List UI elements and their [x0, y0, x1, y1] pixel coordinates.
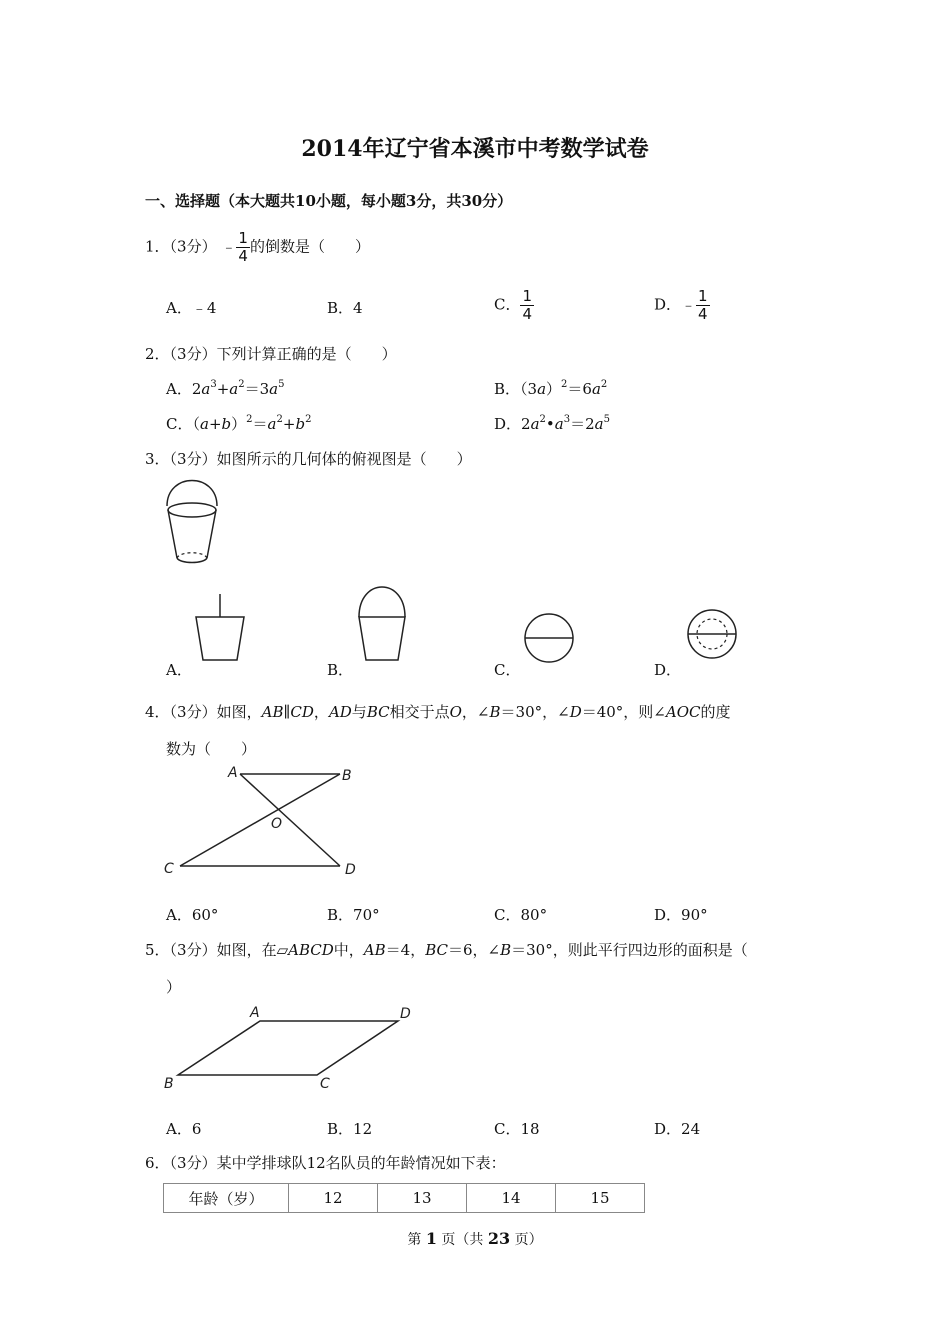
- point-label-d: D: [345, 862, 356, 878]
- question-3: 3．（3分）如图所示的几何体的俯视图是（ ）: [145, 450, 472, 468]
- option-d[interactable]: D．: [654, 661, 682, 679]
- point-label-a: A: [250, 1005, 260, 1021]
- option-a-figure: [190, 590, 250, 665]
- age-table: [163, 1183, 645, 1213]
- option-d[interactable]: D．﹣ $\frac{1}{4}$: [654, 287, 708, 323]
- question-number: 1．: [145, 237, 170, 256]
- table-cell: 15: [556, 1184, 645, 1213]
- table-header-cell: 年龄（岁）: [164, 1184, 289, 1213]
- option-c[interactable]: C．18: [494, 1120, 540, 1138]
- bucket-solid-figure: [160, 478, 230, 568]
- option-a[interactable]: A．: [166, 661, 192, 679]
- option-d[interactable]: D．90°: [654, 906, 708, 924]
- question-1: [145, 230, 370, 265]
- page-number: 1: [425, 1229, 437, 1248]
- page-title: 2014年辽宁省本溪市中考数学试卷: [301, 136, 649, 162]
- figure-q5: [160, 1000, 430, 1095]
- option-b-figure: [352, 585, 412, 665]
- page-total: 23: [487, 1229, 511, 1248]
- page-footer: 第 1 页（共 23 页）: [407, 1229, 543, 1248]
- option-a[interactable]: A．﹣4: [166, 299, 217, 317]
- question-4: 4．（3分）如图，AB∥CD，AD与BC相交于点O，∠B＝30°，∠D＝40°，则∠AOC的度: [145, 703, 731, 721]
- option-b[interactable]: B．$(3a)^2=6a^2$: [494, 379, 608, 398]
- point-label-b: B: [164, 1076, 174, 1092]
- table-row: [164, 1184, 645, 1213]
- option-b[interactable]: B．4: [327, 299, 363, 317]
- minus-sign: ﹣: [221, 237, 237, 256]
- option-a[interactable]: A．$2a^3+a^2=3a^5$: [166, 379, 285, 398]
- point-label-c: C: [164, 861, 174, 877]
- option-b[interactable]: B．12: [327, 1120, 373, 1138]
- option-d[interactable]: D．$2a^2•a^3=2a^5$: [494, 414, 610, 433]
- question-text: 的倒数是（ ）: [249, 237, 370, 256]
- option-d[interactable]: D．24: [654, 1120, 701, 1138]
- option-b[interactable]: B．70°: [327, 906, 380, 924]
- table-cell: 12: [289, 1184, 378, 1213]
- question-score: （3分）: [169, 237, 217, 256]
- option-c[interactable]: C．: [494, 661, 521, 679]
- point-label-a: A: [228, 765, 238, 781]
- option-c[interactable]: C． $\frac{1}{4}$: [494, 287, 533, 323]
- option-b[interactable]: B．: [327, 661, 354, 679]
- table-cell: 13: [378, 1184, 467, 1213]
- option-c-figure: [520, 610, 580, 665]
- table-cell: 14: [467, 1184, 556, 1213]
- option-c[interactable]: C．$(a+b)^2=a^2+b^2$: [166, 414, 312, 433]
- point-label-b: B: [342, 768, 352, 784]
- question-5: 5．（3分）如图，在▱ABCD中，AB＝4，BC＝6，∠B＝30°，则此平行四边形的面积是（: [145, 941, 748, 959]
- point-label-c: C: [320, 1076, 330, 1092]
- question-5-line2: ）: [166, 978, 182, 996]
- section-heading: 一、选择题（本大题共10小题，每小题3分，共30分）: [145, 192, 513, 210]
- question-4-line2: 数为（ ）: [166, 740, 257, 758]
- option-a[interactable]: A．60°: [166, 906, 219, 924]
- point-label-o: O: [271, 816, 283, 832]
- fraction: $\frac{1}{4}$: [238, 229, 248, 265]
- question-2: 2．（3分）下列计算正确的是（ ）: [145, 345, 397, 363]
- point-label-d: D: [400, 1006, 411, 1022]
- question-6: 6．（3分）某中学排球队12名队员的年龄情况如下表：: [145, 1154, 506, 1172]
- option-c[interactable]: C．80°: [494, 906, 548, 924]
- option-a[interactable]: A．6: [166, 1120, 202, 1138]
- figure-q4: [160, 760, 380, 885]
- option-d-figure: [683, 605, 743, 665]
